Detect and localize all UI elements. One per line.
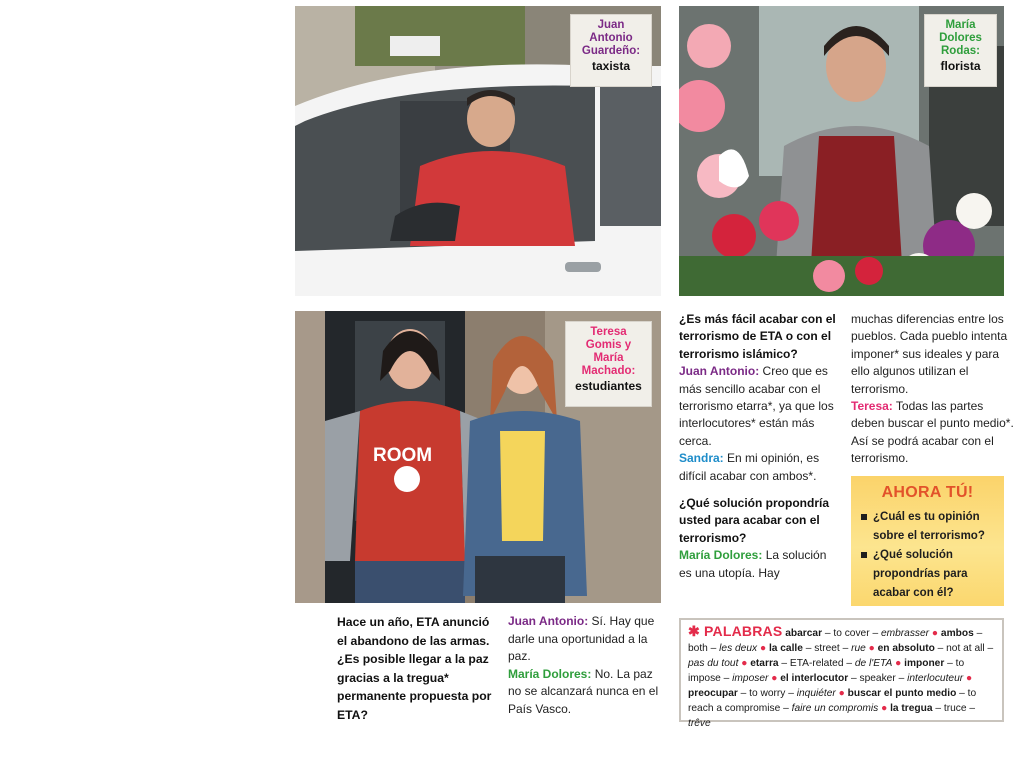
answer-text: La solución es una utopía. Hay (679, 548, 827, 580)
question-eta: ¿Es más fácil acabar con el terrorismo de ETA o con el terrorismo islámico? (679, 312, 836, 361)
glossary-separator: ● (835, 688, 848, 699)
glossary-french: pas du tout (688, 658, 739, 669)
caption-name: Juan (597, 19, 625, 31)
glossary-english: – not at all – (934, 643, 994, 654)
glossary-separator: ● (963, 673, 973, 684)
caption-name: Machado: (581, 365, 636, 377)
answer-text: Creo que es más sencillo acabar con el terrorismo etarra*, ya que los interlocutores* están más cerca. (679, 364, 834, 448)
glossary-word: la calle (768, 643, 803, 654)
caption-name: Antonio (589, 32, 633, 44)
caption-job: estudiantes (575, 379, 642, 393)
glossary-separator: ● (878, 703, 891, 714)
glossary-word: etarra (750, 658, 779, 669)
glossary-word: ambos (940, 628, 974, 639)
speaker-maria-dolores: María Dolores: (508, 666, 592, 681)
glossary-english: – to worry – (737, 688, 797, 699)
palabras-glossary (679, 618, 1004, 729)
glossary-french: interlocuteur (907, 673, 964, 684)
ahora-tu-item: ¿Cuál es tu opinión sobre el terrorismo? (861, 508, 994, 546)
glossary-word: imponer (904, 658, 945, 669)
glossary-french: faire un compromis (791, 703, 879, 714)
glossary-word: la tregua (890, 703, 933, 714)
answer-text: muchas diferencias entre los pueblos. Cada pueblo intenta imponer* sus ideales y para ello algunos utilizan el terrorismo. (851, 312, 1008, 396)
caption-job: taxista (591, 59, 631, 73)
caption-job: florista (940, 59, 981, 73)
glossary-french: imposer (732, 673, 769, 684)
ahora-tu-item: ¿Qué solución propondrías para acabar con él? (861, 546, 994, 603)
glossary-english: – to cover – (822, 628, 881, 639)
glossary-french: inquiéter (796, 688, 836, 699)
caption-name: Dolores (939, 32, 982, 44)
glossary-word: preocupar (688, 688, 738, 699)
caption-taxi (570, 14, 652, 87)
caption-name: Rodas: (941, 45, 980, 57)
question-tregua: Hace un año, ETA anunció el abandono de las armas. ¿Es posible llegar a la paz gracias a la tregua* permanente propuesta por ETA? (337, 615, 492, 722)
glossary-separator: ● (738, 658, 751, 669)
speaker-juan-antonio: Juan Antonio: (508, 614, 589, 628)
glossary-french: de l'ETA (854, 658, 893, 669)
answer-text: Sí. Hay que darle una oportunidad a la paz. (508, 614, 655, 664)
glossary-french: les deux (719, 643, 758, 654)
answer-text: Todas las partes deben buscar el punto medio*. Así se podrá acabar con el terrorismo. (851, 399, 1014, 466)
glossary-word: el interlocutor (780, 673, 849, 684)
palabras-title: ✱ PALABRAS (688, 623, 783, 639)
glossary-word: buscar el punto medio (847, 688, 957, 699)
glossary-separator: ● (929, 628, 941, 639)
ahora-tu-list (861, 508, 994, 603)
caption-name: María (945, 19, 976, 31)
glossary-english: – street – (802, 643, 852, 654)
glossary-english: – to impose – (688, 658, 965, 684)
answer-text: No. La paz no se alcanzará nunca en el País Vasco. (508, 666, 659, 716)
glossary-word: en absoluto (877, 643, 935, 654)
svg-text:ROOM: ROOM (373, 445, 433, 466)
caption-name: Guardeño: (581, 45, 641, 57)
glossary-separator: ● (757, 643, 769, 654)
glossary-english: – speaker – (848, 673, 908, 684)
caption-florist (924, 14, 997, 87)
speaker-teresa: Teresa: (851, 399, 893, 414)
glossary-english: – both – (688, 628, 983, 654)
glossary-french: embrasser (880, 628, 930, 639)
glossary-separator: ● (892, 658, 905, 669)
right-column-1 (679, 311, 839, 582)
glossary-french: trêve (688, 718, 711, 729)
speaker-maria-dolores: María Dolores: (679, 548, 763, 563)
glossary-entries (688, 628, 993, 729)
speaker-juan-antonio: Juan Antonio: (679, 364, 760, 379)
glossary-english: – to reach a compromise – (688, 688, 977, 714)
speaker-sandra: Sandra: (679, 451, 724, 466)
caption-name: Gomis y (585, 339, 632, 351)
right-column-2 (851, 311, 1014, 468)
glossary-french: rue (851, 643, 866, 654)
glossary-word: abarcar (785, 628, 823, 639)
caption-name: María (593, 352, 624, 364)
caption-students (565, 321, 652, 407)
caption-name: Teresa (590, 326, 627, 338)
glossary-english: – ETA-related – (778, 658, 855, 669)
ahora-tu-box (851, 476, 1004, 606)
question-solucion: ¿Qué solución propondría usted para acabar con el terrorismo? (679, 496, 829, 545)
glossary-separator: ● (768, 673, 781, 684)
glossary-separator: ● (865, 643, 878, 654)
glossary-english: – truce – (932, 703, 976, 714)
answers-tregua (508, 613, 660, 719)
ahora-tu-title: AHORA TÚ! (881, 484, 974, 501)
answer-text: En mi opinión, es difícil acabar con ambos*. (679, 451, 820, 483)
